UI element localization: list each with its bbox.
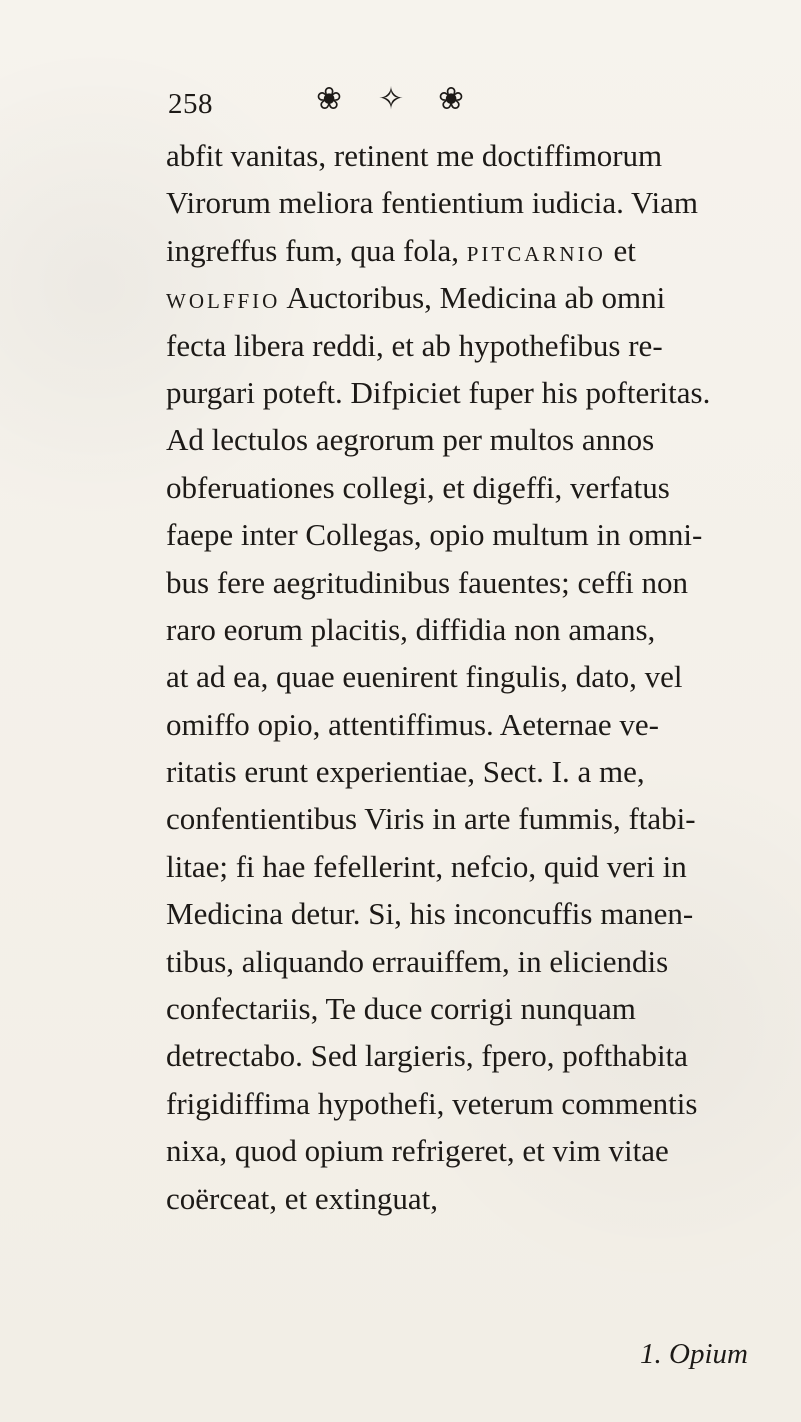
small-caps-name: PITCARNIO (466, 241, 606, 266)
text-line: coërceat, et extinguat, (166, 1180, 438, 1216)
text-line (166, 274, 772, 321)
text-line: confentientibus Viris in arte fummis, ftabi- (166, 801, 696, 837)
text-fragment: et (605, 232, 636, 268)
text-line: Virorum meliora fentientium iudicia. Viam (166, 185, 699, 221)
text-line: omiffo opio, attentiffimus. Aeternae ve- (166, 706, 660, 742)
text-line: tibus, aliquando errauiffem, in eliciendis (166, 943, 669, 979)
text-line: detrectabo. Sed largieris, fpero, pofthabita (166, 1038, 688, 1074)
text-line (166, 227, 772, 274)
text-fragment: Auctoribus, Medicina ab omni (280, 280, 666, 316)
text-line: bus fere aegritudinibus fauentes; ceffi non (166, 564, 688, 600)
text-line: fecta libera reddi, et ab hypothefibus re- (166, 327, 663, 363)
text-line: litae; fi hae fefellerint, nefcio, quid veri in (166, 848, 687, 884)
text-line: Ad lectulos aegrorum per multos annos (166, 422, 655, 458)
text-line: ritatis erunt experientiae, Sect. I. a me, (166, 754, 645, 790)
ornament-icon: ✧ (378, 81, 404, 117)
header-ornaments (260, 81, 480, 124)
small-caps-name: WOLFFIO (166, 289, 281, 314)
ornament-icon: ❀ (438, 81, 464, 117)
text-line: faepe inter Collegas, opio multum in omni- (166, 517, 703, 553)
text-line: nixa, quod opium refrigeret, et vim vitae (166, 1133, 669, 1169)
text-line: raro eorum placitis, diffidia non amans, (166, 611, 656, 647)
text-line: at ad ea, quae euenirent fingulis, dato, vel (166, 659, 683, 695)
text-fragment: ingreffus fum, qua fola, (166, 232, 467, 268)
text-line: abfit vanitas, retinent me doctiffimorum (166, 138, 663, 173)
text-line: frigidiffima hypothefi, veterum commentis (166, 1085, 698, 1121)
page-number: 258 (168, 88, 213, 120)
text-line: obferuationes collegi, et digeffi, verfatus (166, 469, 670, 505)
text-line: confectariis, Te duce corrigi nunquam (166, 991, 636, 1027)
catchword: 1. Opium (640, 1338, 748, 1370)
body-text (166, 132, 772, 1222)
page-header (168, 81, 588, 132)
text-line: purgari poteft. Difpiciet fuper his pofteritas. (166, 374, 711, 410)
text-line: Medicina detur. Si, his inconcuffis manen- (166, 896, 694, 932)
ornament-icon: ❀ (316, 81, 342, 117)
